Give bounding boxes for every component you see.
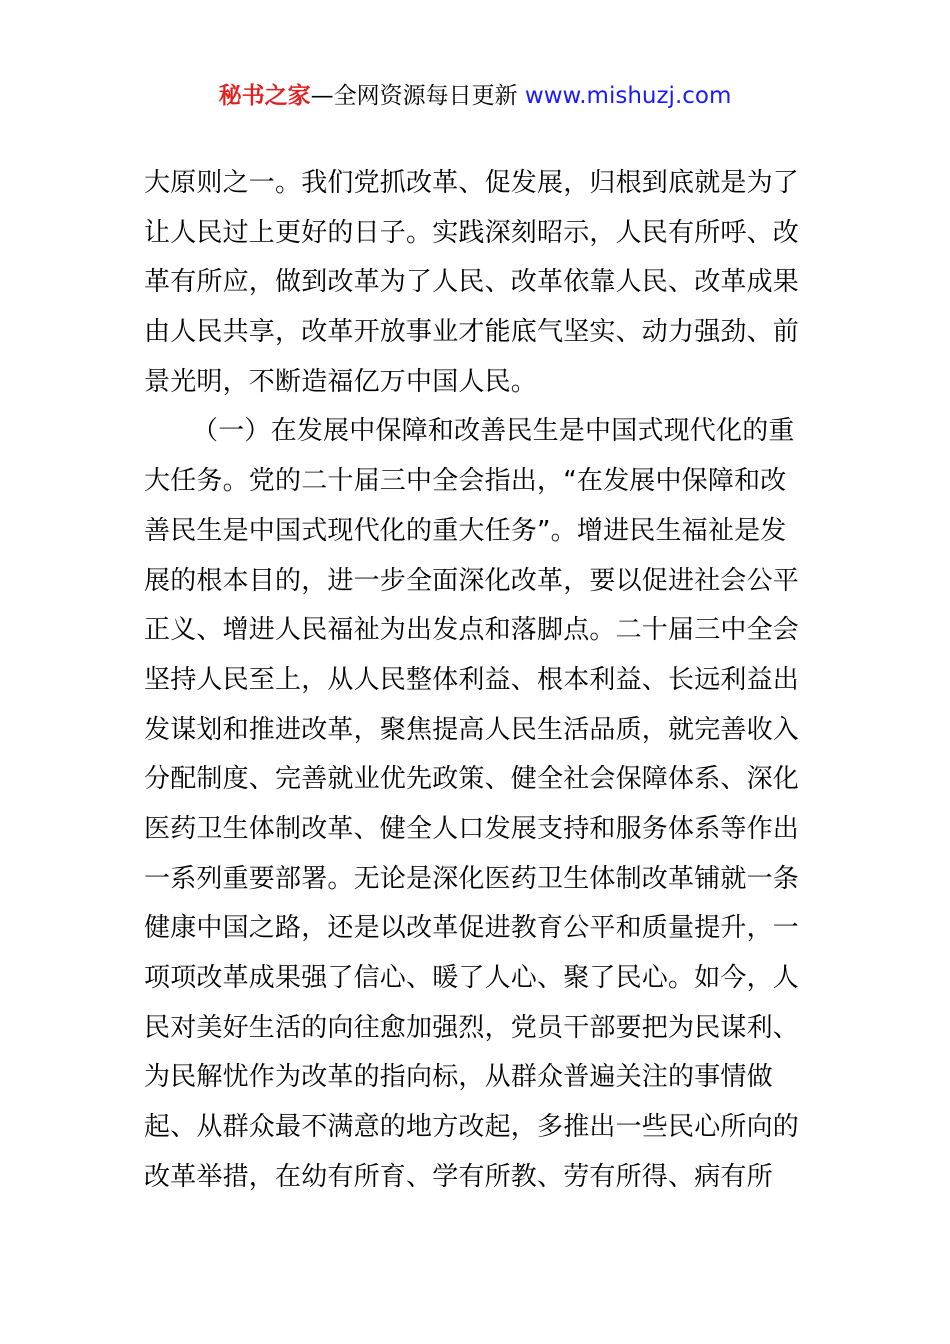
text-line: 大原则之一。我们党抓改革、促发展，归根到底就是为了 — [144, 168, 800, 198]
text-line: 起、从群众最不满意的地方改起，多推出一些民心所向的 — [144, 1112, 800, 1143]
text-line: 民对美好生活的向往愈加强烈，党员干部要把为民谋利、 — [144, 1012, 800, 1043]
text-line: 景光明，不断造福亿万中国人民。 — [144, 366, 538, 397]
site-url-link[interactable]: www.mishuzj.com — [524, 83, 732, 109]
text-line: 医药卫生体制改革、健全人口发展支持和服务体系等作出 — [144, 813, 800, 844]
brand-name: 秘书之家 — [218, 83, 311, 109]
text-line: 善民生是中国式现代化的重大任务”。增进民生福祉是发 — [144, 515, 787, 546]
text-line: 改革举措，在幼有所育、学有所教、劳有所得、病有所 — [144, 1161, 773, 1192]
text-line: 让人民过上更好的日子。实践深刻昭示，人民有所呼、改 — [144, 217, 800, 248]
text-line: 发谋划和推进改革，聚焦提高人民生活品质，就完善收入 — [144, 714, 800, 745]
text-line: 健康中国之路，还是以改革促进教育公平和质量提升，一 — [144, 913, 800, 944]
text-line: 革有所应，做到改革为了人民、改革依靠人民、改革成果 — [144, 267, 800, 298]
section-heading-line: （一）在发展中保障和改善民生是中国式现代化的重 — [192, 416, 795, 447]
text-line: 正义、增进人民福祉为出发点和落脚点。二十届三中全会 — [144, 615, 800, 646]
text-line: 由人民共享，改革开放事业才能底气坚实、动力强劲、前 — [144, 317, 800, 348]
header-tagline: —全网资源每日更新 — [310, 83, 525, 109]
text-line: 展的根本目的，进一步全面深化改革，要以促进社会公平 — [144, 565, 800, 596]
text-line: 大任务。党的二十届三中全会指出，“在发展中保障和改 — [144, 466, 787, 497]
text-line: 项项改革成果强了信心、暖了人心、聚了民心。如今，人 — [144, 963, 800, 993]
document-body — [144, 159, 814, 1202]
text-line: 为民解忧作为改革的指向标，从群众普遍关注的事情做 — [144, 1062, 773, 1093]
text-line: 分配制度、完善就业优先政策、健全社会保障体系、深化 — [144, 764, 800, 795]
page-header — [0, 80, 950, 112]
text-line: 一系列重要部署。无论是深化医药卫生体制改革铺就一条 — [144, 863, 800, 894]
text-line: 坚持人民至上，从人民整体利益、根本利益、长远利益出 — [144, 664, 800, 695]
